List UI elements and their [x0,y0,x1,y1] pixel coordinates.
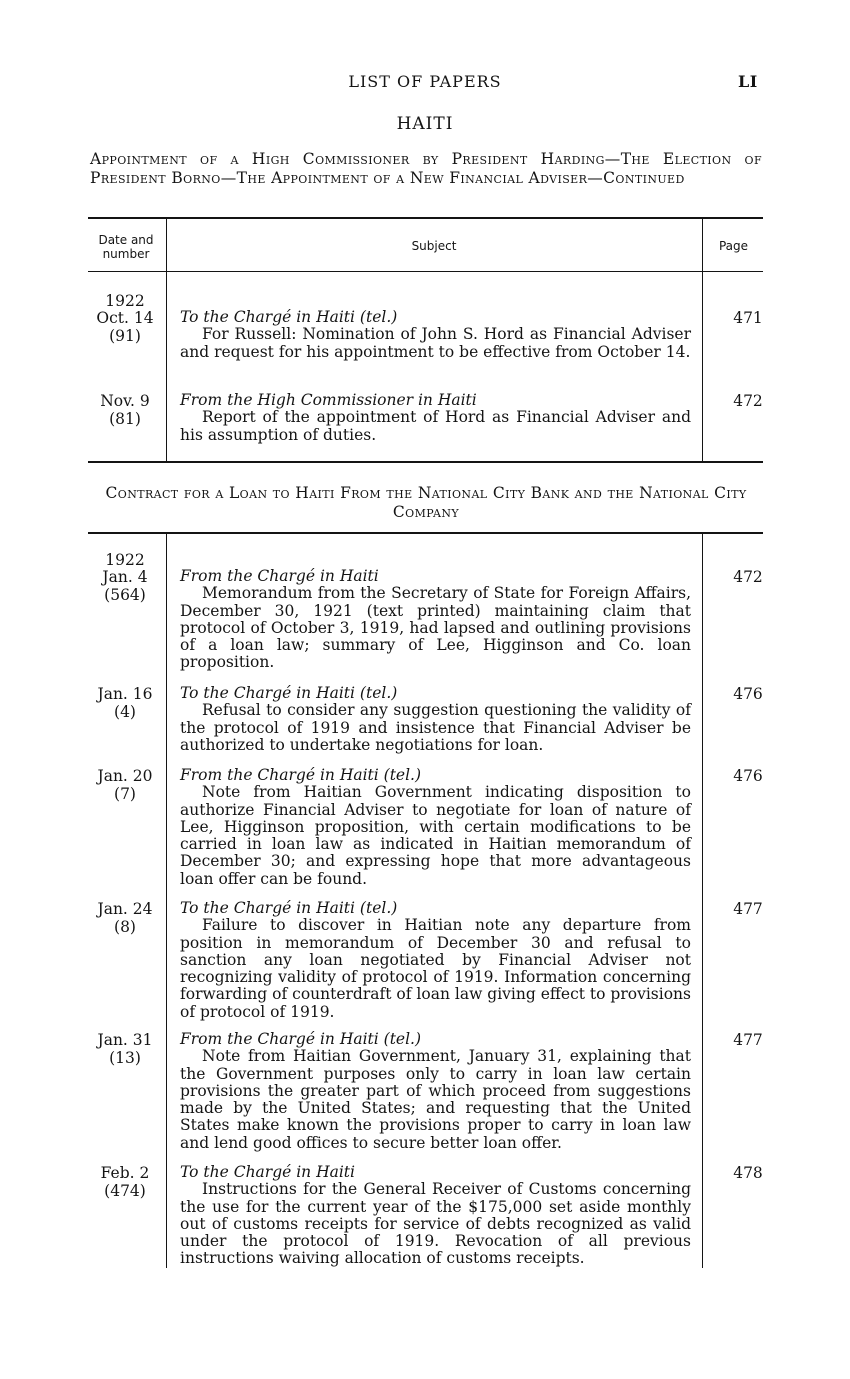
entry-heading: To the Chargé in Haiti [180,1163,355,1181]
year-label: 1922 [105,292,145,310]
document-number: (8) [114,918,136,936]
entry-date [88,1031,162,1067]
entry-description: Memorandum from the Secretary of State for Foreign Affairs, December 30, 1921 (text printed) maintaining claim that protocol of October 3, 1919, had lapsed and outlining provisions of a loan law; summary of Lee, Higginson and Co. loan proposition. [180,584,691,672]
table-bottom-rule [88,461,763,463]
entry-subject [180,309,691,361]
header-page: Page [718,239,749,253]
column-divider [702,219,703,461]
column-divider [166,534,167,1268]
section-title: Appointment of a High Commissioner by President Harding—The Election of President Borno—The Appointment of a New Financial Adviser—Continued [90,150,762,187]
entry-subject [180,767,691,888]
entry-subject [180,685,691,754]
entry-date [88,309,162,345]
entry-description: Instructions for the General Receiver of Customs concerning the use for the current year of the $175,000 set aside monthly out of customs receipts for service of debts recognized as valid under the protocol of 1919. Revocation of all previous instructions waiving allocation of customs receipts. [180,1180,691,1268]
entry-description: Report of the appointment of Hord as Financial Adviser and his assumption of duties. [180,408,691,444]
entry-description: Note from Haitian Government indicating disposition to authorize Financial Adviser to negotiate for loan of nature of Lee, Higginson proposition, with certain modifications to be carried in loan law as indicated in Haitian memorandum of December 30; and expressing hope that more advantageous loan offer can be found. [180,783,691,888]
date-label: Feb. 2 [100,1164,150,1182]
document-number: (91) [109,327,141,345]
entry-subject [180,568,691,672]
entry-heading: To the Chargé in Haiti (tel.) [180,308,398,326]
header-bottom-rule [88,271,763,272]
header-subject: Subject [411,239,457,253]
section-title: Contract for a Loan to Haiti From the National City Bank and the National City Company [105,484,747,521]
entry-subject [180,900,691,1021]
entry-heading: To the Chargé in Haiti (tel.) [180,899,398,917]
entry-heading: From the Chargé in Haiti [180,567,379,585]
document-number: (7) [114,785,136,803]
column-divider [166,219,167,461]
entry-description: Note from Haitian Government, January 31, explaining that the Government purposes only to carry in loan law certain provisions the greater part of which proceed from suggestions made by the United States; and requesting that the United States make known the provisions proper to carry in loan law and lend good offices to secure better loan offer. [180,1047,691,1152]
date-label: Oct. 14 [96,309,154,327]
date-label: Jan. 16 [97,685,153,703]
document-number: (4) [114,703,136,721]
entry-heading: To the Chargé in Haiti (tel.) [180,684,398,702]
entry-page: 478 [733,1164,763,1182]
document-number: (81) [109,410,141,428]
date-label: Jan. 31 [97,1031,153,1049]
entry-date [88,900,162,936]
table-top-rule [88,217,763,219]
country-heading: HAITI [396,114,454,134]
entry-date [88,1164,162,1200]
running-head-title: LIST OF PAPERS [348,72,502,91]
document-number: (13) [109,1049,141,1067]
entry-subject [180,1164,691,1268]
document-number: (474) [104,1182,146,1200]
entry-page: 477 [733,1031,763,1049]
header-date: Date and number [98,233,154,261]
date-label: Jan. 4 [102,568,148,586]
entry-page: 471 [733,309,763,327]
entry-date [88,685,162,721]
entry-page: 472 [733,392,763,410]
page-number: LI [738,72,758,91]
date-label: Jan. 20 [97,767,153,785]
entry-heading: From the Chargé in Haiti (tel.) [180,1030,422,1048]
entry-page: 476 [733,767,763,785]
entry-heading: From the High Commissioner in Haiti [180,391,477,409]
entry-date [88,392,162,428]
entry-heading: From the Chargé in Haiti (tel.) [180,766,422,784]
entry-subject [180,392,691,444]
entry-page: 477 [733,900,763,918]
column-divider [702,534,703,1268]
entry-description: Refusal to consider any suggestion questioning the validity of the protocol of 1919 and insistence that Financial Adviser be authorized to undertake negotiations for loan. [180,701,691,754]
entry-description: For Russell: Nomination of John S. Hord as Financial Adviser and request for his appointment to be effective from October 14. [180,325,691,361]
entry-date [88,568,162,604]
entry-subject [180,1031,691,1152]
entry-page: 472 [733,568,763,586]
entry-page: 476 [733,685,763,703]
document-number: (564) [104,586,146,604]
date-label: Jan. 24 [97,900,153,918]
table-top-rule [88,532,763,534]
year-label: 1922 [105,551,145,569]
entry-date [88,767,162,803]
entry-description: Failure to discover in Haitian note any departure from position in memorandum of December 30 and refusal to sanction any loan negotiated by Financial Adviser not recognizing validity of protocol of 1919. Information concerning forwarding of counterdraft of loan law giving effect to provisions of protocol of 1919. [180,916,691,1021]
date-label: Nov. 9 [100,392,150,410]
